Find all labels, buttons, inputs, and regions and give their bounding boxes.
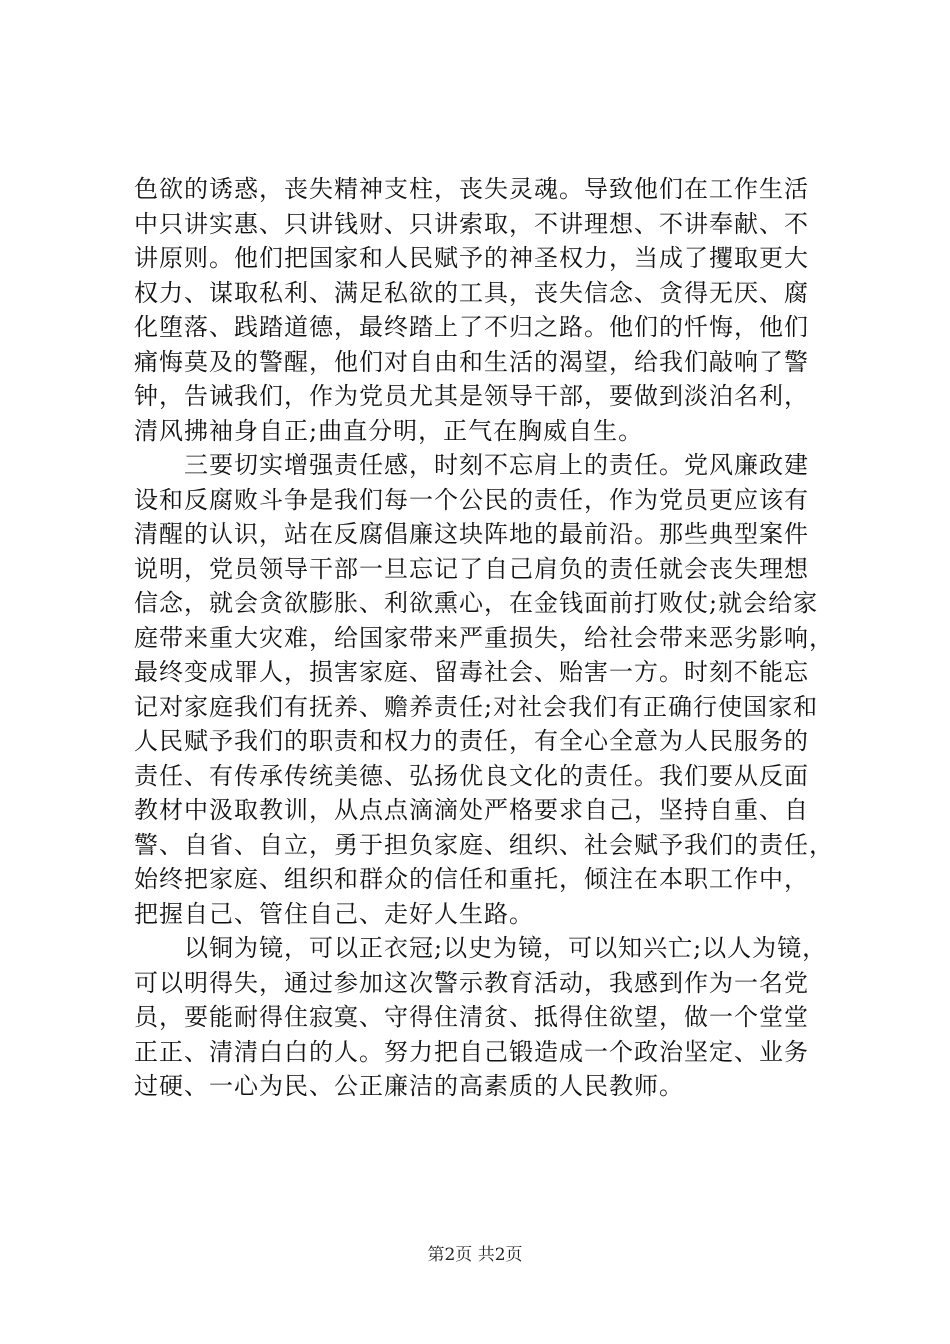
text-line: 信念，就会贪欲膨胀、利欲熏心，在金钱面前打败仗;就会给家 bbox=[134, 589, 819, 617]
document-body bbox=[134, 172, 834, 1104]
text-line: 三要切实增强责任感，时刻不忘肩上的责任。党风廉政建 bbox=[134, 451, 809, 479]
text-line: 庭带来重大灾难，给国家带来严重损失，给社会带来恶劣影响， bbox=[134, 623, 834, 652]
text-line: 记对家庭我们有抚养、赡养责任;对社会我们有正确行使国家和 bbox=[134, 692, 819, 721]
text-line: 权力、谋取私利、满足私欲的工具，丧失信念、贪得无厌、腐 bbox=[134, 278, 809, 307]
page-number: 第2页 共2页 bbox=[427, 1245, 523, 1265]
text-line: 以铜为镜，可以正衣冠;以史为镜，可以知兴亡;以人为镜， bbox=[134, 934, 828, 962]
text-line: 员，要能耐得住寂寞、守得住清贫、抵得住欲望，做一个堂堂 bbox=[134, 1003, 809, 1031]
text-line: 警、自省、自立，勇于担负家庭、组织、社会赋予我们的责任， bbox=[134, 830, 834, 859]
text-line: 最终变成罪人，损害家庭、留毒社会、贻害一方。时刻不能忘 bbox=[134, 658, 809, 686]
text-line: 讲原则。他们把国家和人民赋予的神圣权力，当成了攫取更大 bbox=[134, 244, 809, 272]
text-line: 正正、清清白白的人。努力把自己锻造成一个政治坚定、业务 bbox=[134, 1037, 809, 1066]
text-line: 化堕落、践踏道德，最终踏上了不归之路。他们的忏悔，他们 bbox=[134, 313, 809, 341]
text-line: 清醒的认识，站在反腐倡廉这块阵地的最前沿。那些典型案件 bbox=[134, 520, 809, 548]
text-line: 人民赋予我们的职责和权力的责任，有全心全意为人民服务的 bbox=[134, 727, 809, 755]
text-line: 把握自己、管住自己、走好人生路。 bbox=[134, 899, 534, 928]
text-line: 色欲的诱惑，丧失精神支柱，丧失灵魂。导致他们在工作生活 bbox=[134, 175, 809, 203]
text-line: 可以明得失，通过参加这次警示教育活动，我感到作为一名党 bbox=[134, 968, 809, 997]
page-footer bbox=[0, 1240, 950, 1265]
text-line: 钟，告诫我们，作为党员尤其是领导干部，要做到淡泊名利， bbox=[134, 382, 809, 410]
text-line: 责任、有传承传统美德、弘扬优良文化的责任。我们要从反面 bbox=[134, 761, 809, 790]
text-line: 清风拂袖身自正;曲直分明，正气在胸威自生。 bbox=[134, 416, 644, 445]
text-line: 说明，党员领导干部一旦忘记了自己肩负的责任就会丧失理想 bbox=[134, 554, 809, 583]
text-line: 中只讲实惠、只讲钱财、只讲索取，不讲理想、不讲奉献、不 bbox=[134, 209, 809, 238]
text-line: 过硬、一心为民、公正廉洁的高素质的人民教师。 bbox=[134, 1072, 684, 1100]
text-line: 痛悔莫及的警醒，他们对自由和生活的渴望，给我们敲响了警 bbox=[134, 347, 809, 376]
text-line: 教材中汲取教训，从点点滴滴处严格要求自己，坚持自重、自 bbox=[134, 796, 809, 824]
text-line: 始终把家庭、组织和群众的信任和重托，倾注在本职工作中， bbox=[134, 865, 809, 893]
text-line: 设和反腐败斗争是我们每一个公民的责任，作为党员更应该有 bbox=[134, 485, 809, 514]
